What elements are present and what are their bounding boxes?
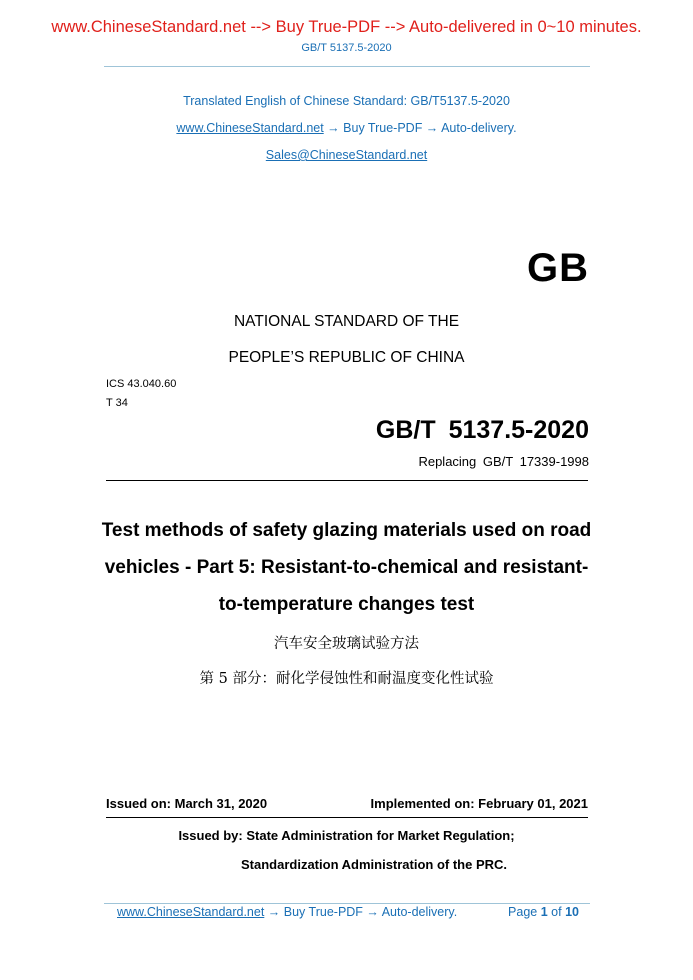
ccs-code: T 34 xyxy=(106,397,128,409)
issued-divider xyxy=(106,817,588,818)
title-line1: Test methods of safety glazing materials used on road xyxy=(101,520,592,541)
implemented-on: Implemented on: February 01, 2021 xyxy=(370,796,588,811)
issued-by-line2: Standardization Administration of the PRC. xyxy=(241,857,508,872)
sales-email-link[interactable]: Sales@ChineseStandard.net xyxy=(265,148,428,162)
page-current: 1 xyxy=(540,905,548,919)
title-line2: vehicles - Part 5: Resistant-to-chemical and resistant- xyxy=(104,557,589,578)
issued-by-line1: Issued by: State Administration for Market Regulation; xyxy=(178,828,515,843)
translated-notice: Translated English of Chinese Standard: GB/T5137.5-2020 xyxy=(183,94,510,108)
title-line3: to-temperature changes test xyxy=(218,594,475,615)
header-divider xyxy=(104,66,590,67)
page-label: Page xyxy=(508,905,538,919)
chinese-title1: 汽车安全玻璃试验方法 xyxy=(274,636,419,652)
email-line xyxy=(0,148,693,162)
chinese-title2: 第 5 部分：耐化学侵蚀性和耐温度变化性试验 xyxy=(199,671,494,687)
ics-code: ICS 43.040.60 xyxy=(106,378,177,390)
page-total: 10 xyxy=(565,905,579,919)
promo-line xyxy=(0,121,693,135)
title-divider xyxy=(106,480,588,481)
footer-promo xyxy=(117,905,457,919)
top-banner: www.ChineseStandard.net --> Buy True-PDF --> Auto-delivered in 0~10 minutes. xyxy=(51,18,642,36)
issued-on: Issued on: March 31, 2020 xyxy=(106,796,268,811)
header-standard-code: GB/T 5137.5-2020 xyxy=(301,42,392,54)
footer-buy-text: → Buy True-PDF → Auto-delivery. xyxy=(264,905,458,919)
footer-site-link[interactable]: www.ChineseStandard.net xyxy=(117,905,265,919)
page-of: of xyxy=(551,905,562,919)
national-standard-line2: PEOPLE’S REPUBLIC OF CHINA xyxy=(228,349,465,366)
replacing-note: Replacing GB/T 17339-1998 xyxy=(418,454,589,469)
page-indicator xyxy=(508,905,579,919)
footer-divider xyxy=(104,903,590,904)
site-link[interactable]: www.ChineseStandard.net xyxy=(176,121,324,135)
gb-mark: GB xyxy=(527,246,589,290)
buy-text: → Buy True-PDF → Auto-delivery. xyxy=(323,121,517,135)
standard-number: GB/T 5137.5-2020 xyxy=(375,416,589,444)
national-standard-line1: NATIONAL STANDARD OF THE xyxy=(233,313,460,330)
